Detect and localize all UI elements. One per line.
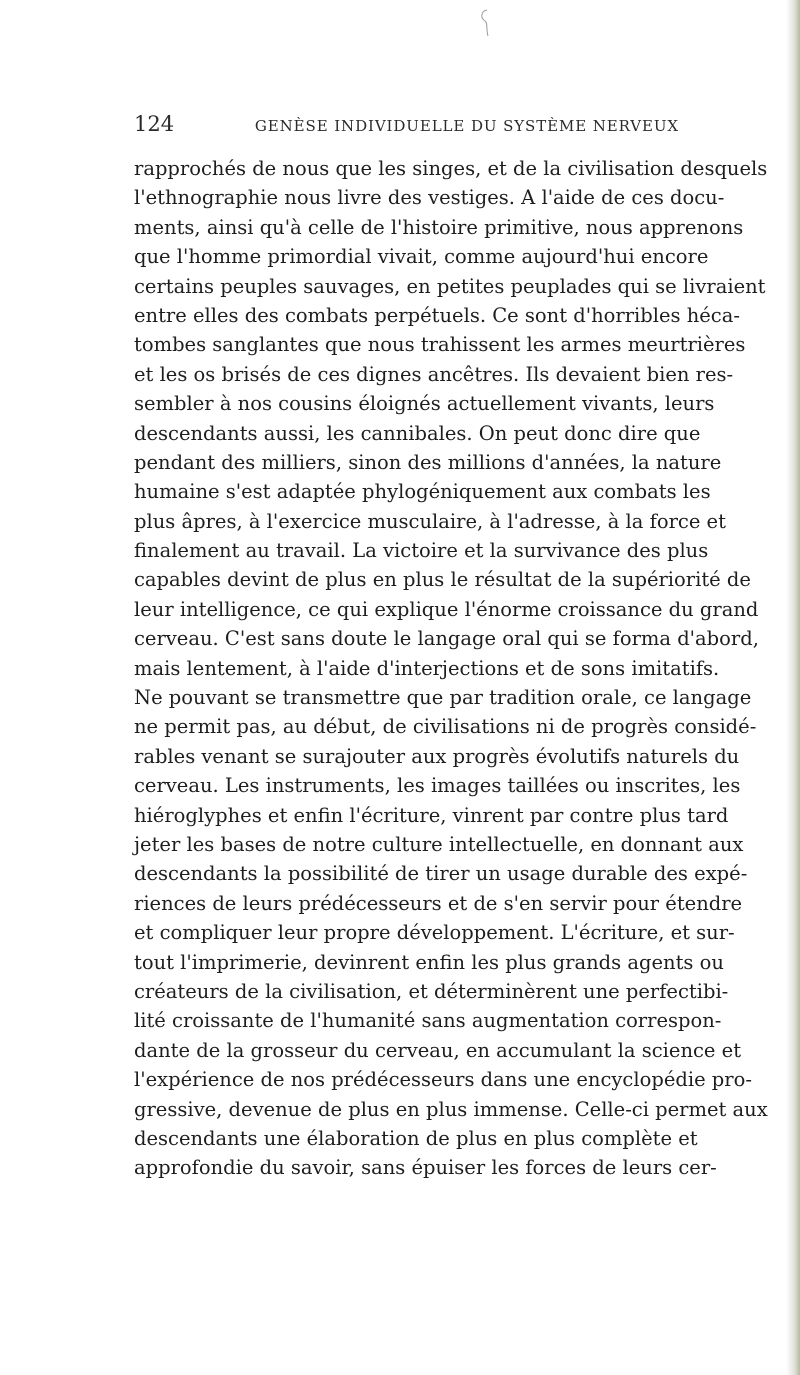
- text-line: ne permit pas, au début, de civilisations ni de progrès considé-: [134, 715, 757, 739]
- text-line: lité croissante de l'humanité sans augmentation correspon-: [134, 1009, 722, 1033]
- text-line: humaine s'est adaptée phylogéniquement aux combats les: [134, 480, 711, 504]
- text-line: et compliquer leur propre développement. L'écriture, et sur-: [134, 921, 735, 945]
- text-line: gressive, devenue de plus en plus immense. Celle-ci permet aux: [134, 1097, 768, 1121]
- text-line: rapprochés de nous que les singes, et de la civilisation desquels: [134, 157, 768, 180]
- text-line: tout l'imprimerie, devinrent enfin les plus grands agents ou: [134, 950, 724, 974]
- text-line: dante de la grosseur du cerveau, en accumulant la science et: [134, 1038, 742, 1062]
- text-line: créateurs de la civilisation, et déterminèrent une perfectibi-: [134, 979, 729, 1003]
- text-line: finalement au travail. La victoire et la survivance des plus: [134, 539, 709, 563]
- text-line: l'ethnographie nous livre des vestiges. A l'aide de ces docu-: [134, 186, 725, 210]
- text-line: hiéroglyphes et enfin l'écriture, vinrent par contre plus tard: [134, 803, 729, 827]
- text-line: capables devint de plus en plus le résultat de la supériorité de: [134, 568, 751, 592]
- text-line: plus âpres, à l'exercice musculaire, à l'adresse, à la force et: [134, 509, 726, 533]
- text-line: cerveau. C'est sans doute le langage oral qui se forma d'abord,: [134, 627, 759, 651]
- text-line: et les os brisés de ces dignes ancêtres. Ils devaient bien res-: [134, 362, 734, 386]
- text-line: descendants une élaboration de plus en plus complète et: [134, 1126, 698, 1150]
- text-line: rables venant se surajouter aux progrès évolutifs naturels du: [134, 744, 740, 768]
- text-line: certains peuples sauvages, en petites peuplades qui se livraient: [134, 274, 766, 298]
- text-line: pendant des milliers, sinon des millions d'années, la nature: [134, 450, 722, 474]
- body-text: [134, 154, 768, 1183]
- text-line: entre elles des combats perpétuels. Ce sont d'horribles héca-: [134, 303, 740, 327]
- page-edge-shadow: [786, 0, 800, 1375]
- text-line: l'expérience de nos prédécesseurs dans une encyclopédie pro-: [134, 1068, 752, 1092]
- text-line: sembler à nos cousins éloignés actuellement vivants, leurs: [134, 392, 715, 416]
- text-line: Ne pouvant se transmettre que par tradition orale, ce langage: [134, 686, 752, 710]
- text-line: que l'homme primordial vivait, comme aujourd'hui encore: [134, 245, 709, 269]
- text-line: mais lentement, à l'aide d'interjections et de sons imitatifs.: [134, 656, 720, 680]
- text-line: riences de leurs prédécesseurs et de s'en servir pour étendre: [134, 891, 743, 915]
- text-line: leur intelligence, ce qui explique l'énorme croissance du grand: [134, 597, 759, 621]
- running-title: GENÈSE INDIVIDUELLE DU SYSTÈME NERVEUX: [254, 117, 679, 135]
- text-line: jeter les bases de notre culture intellectuelle, en donnant aux: [134, 832, 744, 856]
- text-line: cerveau. Les instruments, les images taillées ou inscrites, les: [134, 774, 741, 798]
- text-line: tombes sanglantes que nous trahissent les armes meurtrières: [134, 333, 746, 357]
- running-head: [134, 112, 679, 148]
- page-number: 124: [134, 112, 175, 136]
- text-line: descendants aussi, les cannibales. On peut donc dire que: [134, 421, 701, 445]
- text-line: ments, ainsi qu'à celle de l'histoire primitive, nous apprenons: [134, 215, 744, 239]
- text-line: approfondie du savoir, sans épuiser les forces de leurs cer-: [134, 1156, 717, 1180]
- text-line: descendants la possibilité de tirer un usage durable des expé-: [134, 862, 748, 886]
- ink-mark-icon: [478, 8, 492, 38]
